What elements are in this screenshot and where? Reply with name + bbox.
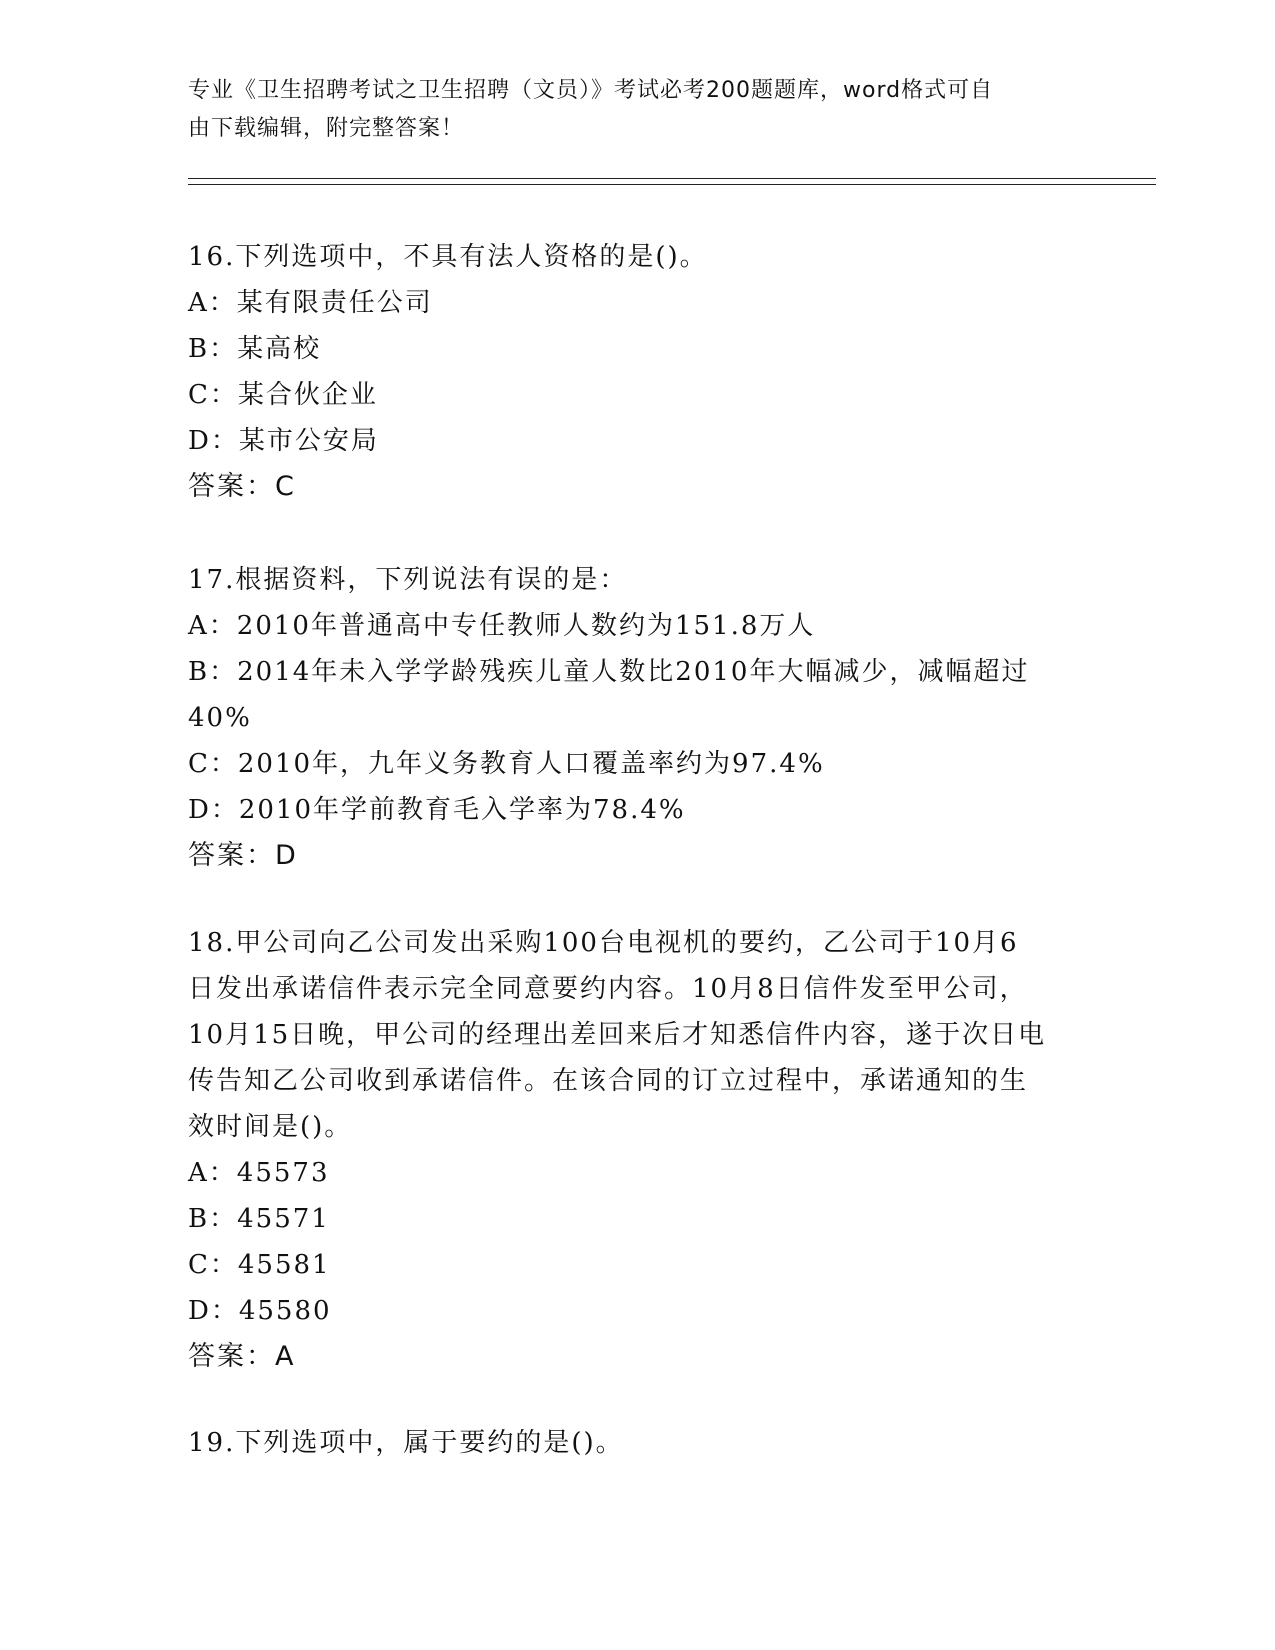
question-stem: 10月15日晚，甲公司的经理出差回来后才知悉信件内容，遂于次日电 — [188, 1020, 1047, 1050]
question-stem: 传告知乙公司收到承诺信件。在该合同的订立过程中，承诺通知的生 — [188, 1066, 1029, 1096]
question-stem: 18.甲公司向乙公司发出采购100台电视机的要约，乙公司于10月6 — [188, 928, 1019, 958]
option-a: A：2010年普通高中专任教师人数约为151.8万人 — [188, 611, 816, 641]
answer-line: 答案：C — [188, 471, 296, 502]
header-line: 由下载编辑，附完整答案！ — [188, 116, 465, 141]
option-d: D：某市公安局 — [188, 426, 379, 456]
option-b-continued: 40% — [188, 703, 252, 733]
question-19 — [188, 1420, 1088, 1466]
option-d: D：45580 — [188, 1296, 332, 1326]
question-stem: 19.下列选项中，属于要约的是()。 — [188, 1428, 624, 1458]
answer-line: 答案：A — [188, 1341, 296, 1372]
option-c: C：2010年，九年义务教育人口覆盖率约为97.4% — [188, 749, 825, 779]
header-divider — [188, 184, 1156, 185]
option-d: D：2010年学前教育毛入学率为78.4% — [188, 795, 686, 825]
question-stem: 日发出承诺信件表示完全同意要约内容。10月8日信件发至甲公司， — [188, 974, 1028, 1004]
option-a: A：45573 — [188, 1158, 330, 1188]
header-divider — [188, 178, 1156, 179]
header-line: 专业《卫生招聘考试之卫生招聘（文员）》考试必考200题题库，word格式可自 — [188, 78, 994, 103]
document-header — [188, 72, 1068, 148]
question-17 — [188, 557, 1088, 879]
option-c: C：45581 — [188, 1250, 331, 1280]
answer-line: 答案：D — [188, 840, 298, 871]
option-b: B：45571 — [188, 1204, 330, 1234]
option-b: B：2014年未入学学龄残疾儿童人数比2010年大幅减少，减幅超过 — [188, 657, 1030, 687]
option-c: C：某合伙企业 — [188, 380, 378, 410]
question-18 — [188, 920, 1088, 1380]
question-stem: 17.根据资料，下列说法有误的是： — [188, 565, 628, 595]
option-a: A：某有限责任公司 — [188, 288, 433, 318]
question-stem: 效时间是()。 — [188, 1112, 353, 1142]
option-b: B：某高校 — [188, 334, 322, 364]
question-16 — [188, 234, 1088, 510]
question-stem: 16.下列选项中，不具有法人资格的是()。 — [188, 242, 708, 272]
